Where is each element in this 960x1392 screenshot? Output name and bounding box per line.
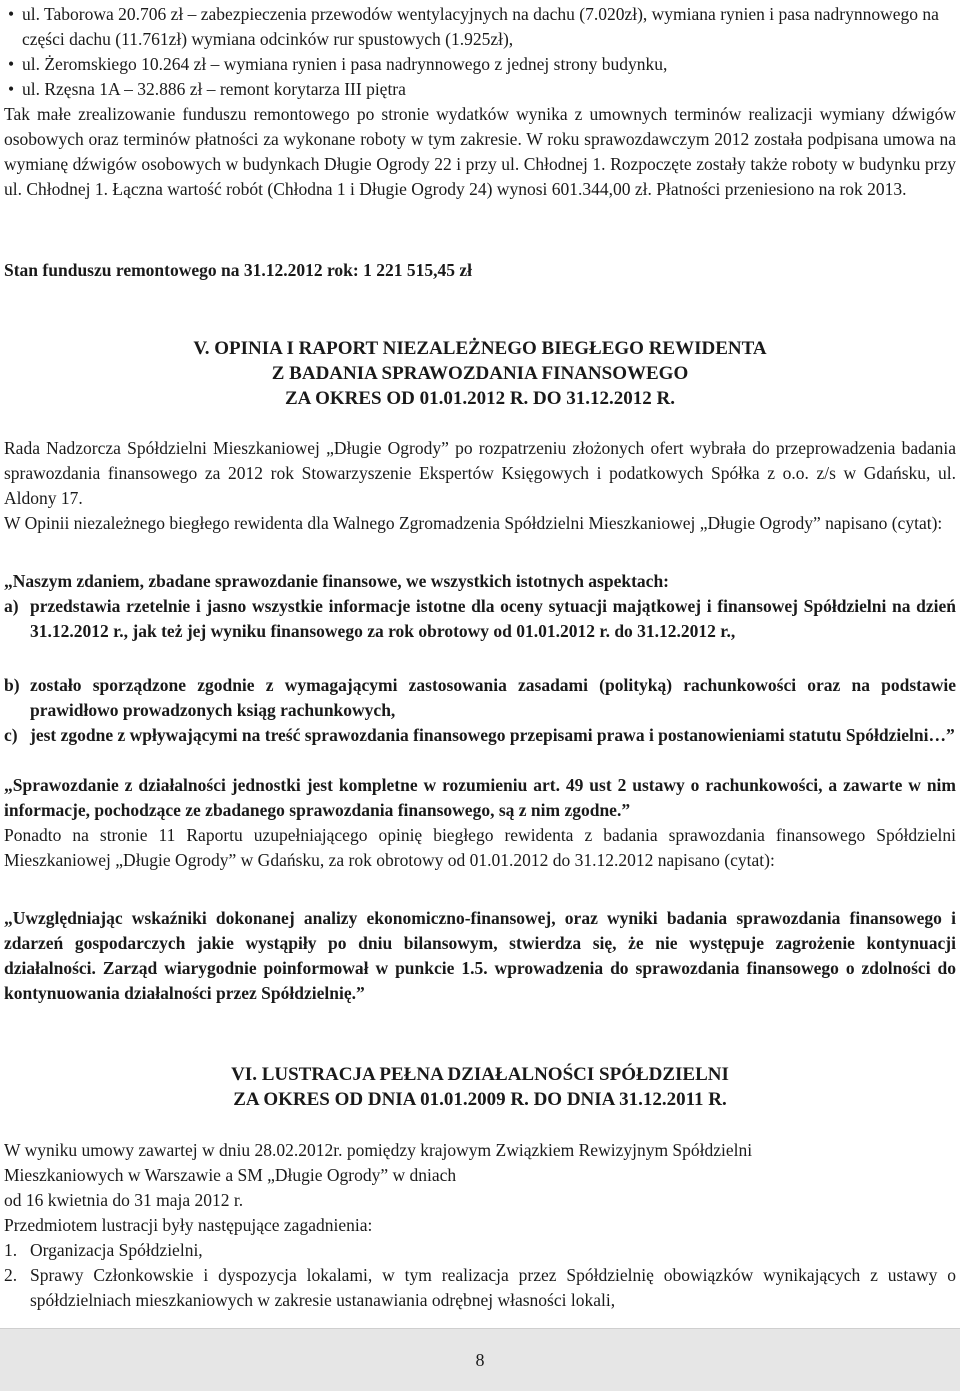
lustracja-item-2: 2. Sprawy Członkowskie i dyspozycja lokalami, w tym realizacja przez Spółdzielnię obowiązków wynikających z ustawy o spółdzielniach mieszkaniowych w zakresie ustanawiania odrębnej własności lokali, [4,1265,956,1310]
section-v-title-line3: ZA OKRES OD 01.01.2012 R. DO 31.12.2012 R. [284,388,676,409]
page-number: 8 [475,1350,485,1370]
bullet-zeromskiego: • ul. Żeromskiego 10.264 zł – wymiana rynien i pasa nadrynnowego z jednej strony budynku, [22,52,956,77]
quote-final: „Uwzględniając wskaźniki dokonanej analizy ekonomiczno-finansowej, oraz wyniki badania sprawozdania finansowego i zdarzeń gospodarczych jakie wystąpiły po dniu bilansowym, stwierdza się, że nie występuje zagrożenie kontynuacji działalności. Zarząd wiarygodnie poinformował w punkcie 1.5. wprowadzenia do sprawozdania finansowego o zdolności do kontynuowania działalności przez Spółdzielnię.” [4,908,956,1003]
quote-item-a: a) przedstawia rzetelnie i jasno wszystkie informacje istotne dla oceny sytuacji majątkowej i finansowej Spółdzielni na dzień 31.12.2012 r., jak też jej wyniku finansowego za rok obrotowy od 01.01.2012 r. do 31.12.2012 r., [4,596,956,641]
bullet-rzesna: • ul. Rzęsna 1A – 32.886 zł – remont korytarza III piętra [22,77,956,102]
quote-report: „Sprawozdanie z działalności jednostki jest kompletne w rozumieniu art. 49 ust 2 ustawy o rachunkowości, a zawarte w nim informacje, pochodzące ze zbadanego sprawozdania finansowego, są z nim zgodne.” [4,775,956,820]
lustracja-item-1: 1. Organizacja Spółdzielni, [4,1240,203,1260]
quote-item-b: b) zostało sporządzone zgodnie z wymagającymi zastosowania zasadami (polityką) rachunkowości oraz na podstawie prawidłowo prowadzonych ksiąg rachunkowych, [4,675,956,720]
section-v-title-line2: Z BADANIA SPRAWOZDANIA FINANSOWEGO [271,363,689,384]
lustracja-line-3: od 16 kwietnia do 31 maja 2012 r. [4,1190,244,1210]
lustracja-line-1: W wyniku umowy zawartej w dniu 28.02.2012r. pomiędzy krajowym Związkiem Rewizyjnym Spółdzielni [4,1140,753,1160]
paragraph-opinia: W Opinii niezależnego biegłego rewidenta dla Walnego Zgromadzenia Spółdzielni Mieszkaniowej „Długie Ogrody” napisano (cytat): [4,513,943,533]
quote-intro: „Naszym zdaniem, zbadane sprawozdanie finansowe, we wszystkich istotnych aspektach: [4,571,670,591]
bullet-taborowa: • ul. Taborowa 20.706 zł – zabezpieczenia przewodów wentylacyjnych na dachu (7.020zł), wymiana rynien i pasa nadrynnowego na części dachu (11.761zł) wymiana odcinków rur spustowych (1.925zł), [8,4,939,49]
bullet-marker: • [8,54,15,74]
lustracja-line-2: Mieszkaniowych w Warszawie a SM „Długie Ogrody” w dniach [4,1165,457,1185]
paragraph-rada-nadzorcza: Rada Nadzorcza Spółdzielni Mieszkaniowej „Długie Ogrody” po rozpatrzeniu złożonych ofert wybrała do przeprowadzenia badania sprawozdania finansowego za 2012 rok Stowarzyszenie Ekspertów Księgowych i podatkowych Spółka z o.o. z/s w Gdańsku, ul. Aldony 17. [4,438,956,508]
quote-item-c: c) jest zgodne z wpływającymi na treść sprawozdania finansowego przepisami prawa i postanowieniami statutu Spółdzielni…” [4,725,955,745]
paragraph-fund-explanation: Tak małe zrealizowanie funduszu remontowego po stronie wydatków wynika z umownych terminów realizacji wymiany dźwigów osobowych oraz terminów płatności za wykonane roboty w tym zakresie. W roku sprawozdawczym 2012 została podpisana umowa na wymianę dźwigów osobowych w budynkach Długie Ogrody 22 i przy ul. Chłodnej 1. Rozpoczęte zostały także roboty w budynku przy ul. Chłodnej 1. Łączna wartość robót (Chłodna 1 i Długie Ogrody 24) wynosi 601.344,00 zł. Płatności przeniesiono na rok 2013. [4,104,956,199]
fund-status-line: Stan funduszu remontowego na 31.12.2012 rok: 1 221 515,45 zł [4,260,472,280]
bullet-marker: • [8,4,15,24]
section-v-title-line1: V. OPINIA I RAPORT NIEZALEŻNEGO BIEGŁEGO REWIDENTA [193,338,767,359]
section-vi-title-line1: VI. LUSTRACJA PEŁNA DZIAŁALNOŚCI SPÓŁDZIELNI [231,1064,729,1085]
bullet-marker: • [8,79,15,99]
lustracja-line-4: Przedmiotem lustracji były następujące zagadnienia: [4,1215,373,1235]
section-vi-title-line2: ZA OKRES OD DNIA 01.01.2009 R. DO DNIA 31.12.2011 R. [233,1089,727,1110]
paragraph-raport: Ponadto na stronie 11 Raportu uzupełniającego opinię biegłego rewidenta z badania sprawozdania finansowego Spółdzielni Mieszkaniowej „Długie Ogrody” w Gdańsku, za rok obrotowy od 01.01.2012 do 31.12.2012 napisano (cytat): [4,825,956,870]
